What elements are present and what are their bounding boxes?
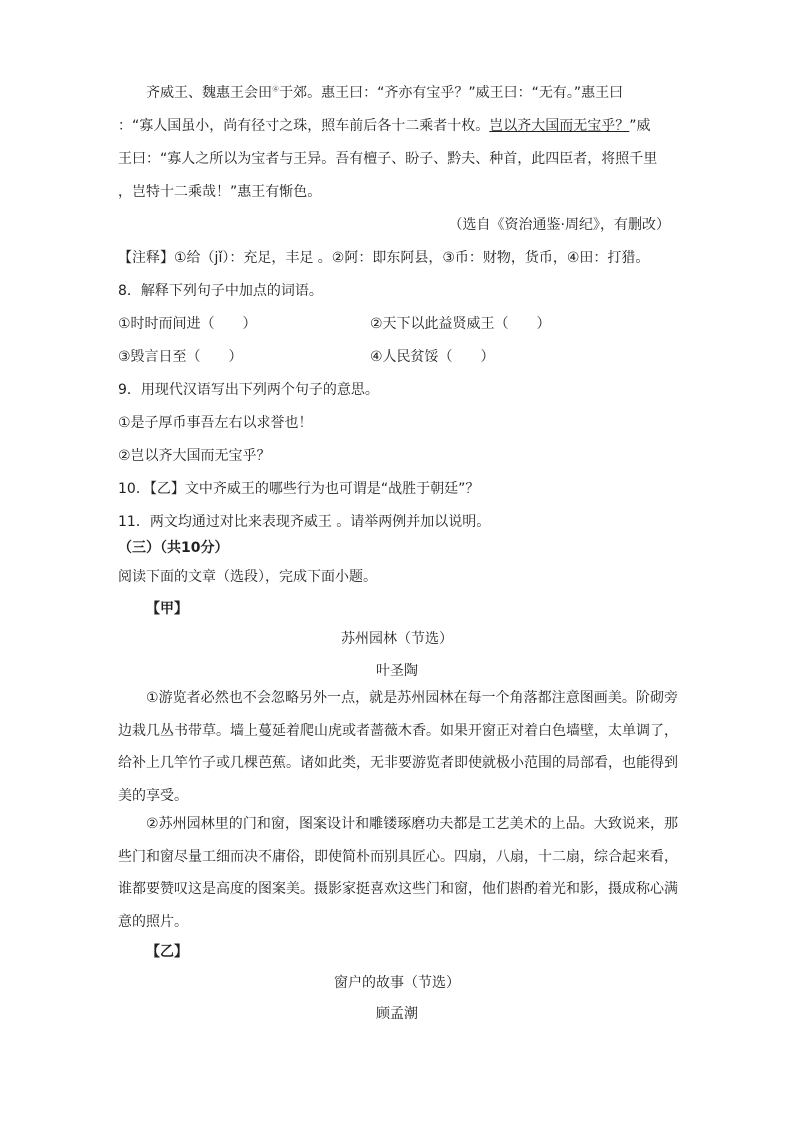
passage-author-yi: 顾孟潮: [376, 1006, 418, 1022]
question-9-item-2: ②岂以齐大国而无宝乎？: [118, 448, 271, 464]
question-8-item-3: ③毁言日至（ ）: [118, 349, 243, 365]
passage-title-jia: 苏州园林（节选）: [341, 631, 453, 647]
text-span: 齐威王、魏惠王会田: [146, 85, 272, 101]
text-span: 于郊。惠王曰：“齐亦有宝乎？”威王曰：“无有。”惠王曰: [279, 85, 624, 101]
question-9-item-1: ①是子厚币事吾左右以求誉也！: [118, 415, 313, 431]
question-8-item-4: ④人民贫馁（ ）: [370, 349, 495, 365]
passage-line-2: [118, 115, 651, 135]
passage-title-yi: 窗户的故事（节选）: [334, 975, 460, 991]
question-8-item-1: ①时时而间进（ ）: [118, 316, 257, 332]
annotation-note: 【注释】①给（jǐ）：充足，丰足 。②阿：即东阿县，③币：财物，货币，④田：打猎。: [118, 250, 650, 266]
section-heading: （三）（共10分）: [118, 540, 229, 556]
question-11: 11．两文均通过对比来表现齐威王 。请举两例并加以说明。: [118, 514, 491, 530]
text-span: ”威: [629, 118, 651, 134]
passage-line-4: ，岂特十二乘哉！”惠王有惭色。: [118, 184, 322, 200]
passage-jia-paragraph-1: ①游览者必然也不会忽略另外一点，就是苏州园林在每一个角落都注意图画美。阶砌旁边栽几丛书带草。墙上蔓延着爬山虎或者蔷薇木香。如果开窗正对着白色墙壁，太单调了，给补上几竿竹子或几棵芭蕉。诸如此类，无非要游览者即使就极小范围的局部看，也能得到美的享受。: [118, 690, 678, 804]
question-8: 8．解释下列句子中加点的词语。: [118, 283, 323, 299]
section-instruction: 阅读下面的文章（选段），完成下面小题。: [118, 569, 377, 585]
passage-label-yi: 【乙】: [146, 944, 188, 960]
question-10: 10．【乙】文中齐威王的哪些行为也可谓是“战胜于朝廷”？: [118, 481, 480, 497]
text-span: ：“寡人国虽小，尚有径寸之珠，照车前后各十二乘者十枚。: [118, 118, 490, 134]
footnote-mark: ④: [272, 84, 280, 94]
passage-line-1: [146, 82, 623, 102]
question-8-item-2: ②天下以此益贤威王（ ）: [370, 316, 551, 332]
passage-author-jia: 叶圣陶: [376, 663, 418, 679]
passage-jia-paragraph-2: ②苏州园林里的门和窗，图案设计和雕镂琢磨功夫都是工艺美术的上品。大致说来，那些门和窗尽量工细而决不庸俗，即使简朴而别具匠心。四扇，八扇，十二扇，综合起来看，谁都要赞叹这是高度的图案美。摄影家挺喜欢这些门和窗，他们斟酌着光和影，摄成称心满意的照片。: [118, 816, 678, 930]
underlined-sentence: 岂以齐大国而无宝乎？: [489, 118, 630, 134]
passage-label-jia: 【甲】: [146, 601, 188, 617]
question-9: 9．用现代汉语写出下列两个句子的意思。: [118, 382, 379, 398]
passage-line-3: 王曰：“寡人之所以为宝者与王异。吾有檀子、盼子、黔夫、种首，此四臣者，将照千里: [118, 151, 658, 167]
source-citation: （选自《资治通鉴·周纪》，有删改）: [448, 217, 670, 233]
